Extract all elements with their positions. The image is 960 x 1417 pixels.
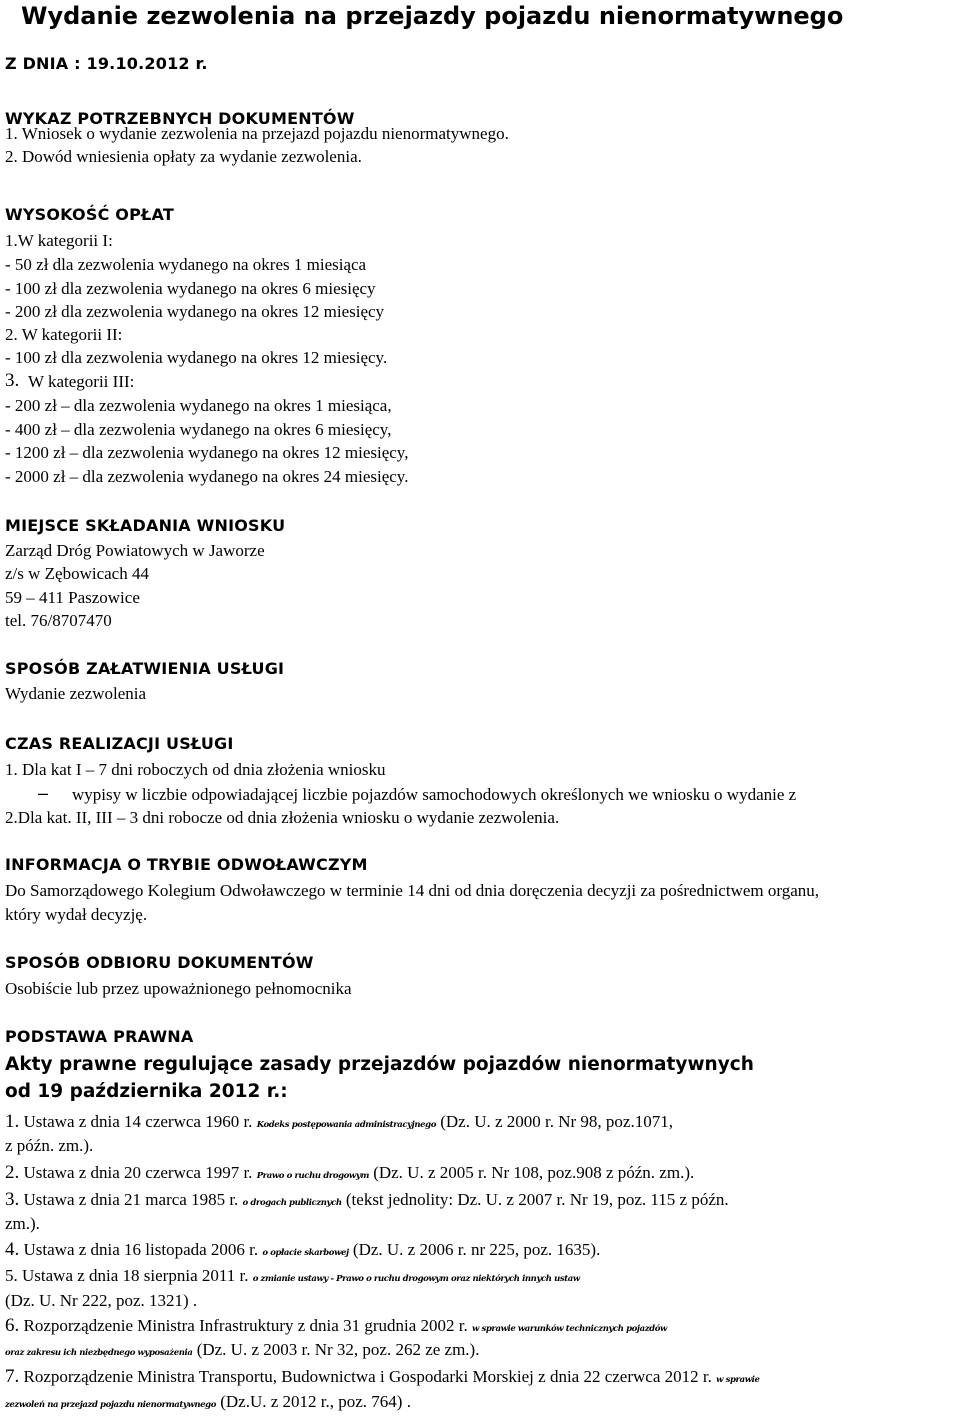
pickup-text: Osobiście lub przez upoważnionego pełnomocnika: [5, 979, 352, 998]
documents-item: 2. Dowód wniesienia opłaty za wydanie zezwolenia.: [5, 147, 362, 166]
fees-line: 2. W kategorii II:: [5, 325, 123, 344]
legal-subheading: od 19 października 2012 r.:: [5, 1081, 288, 1102]
legal-item-text: Ustawa z dnia 18 sierpnia 2011 r.: [17, 1266, 253, 1285]
legal-item: [5, 1112, 673, 1135]
legal-item-number: 4.: [5, 1239, 20, 1260]
fees-line: - 100 zł dla zezwolenia wydanego na okres 12 miesięcy.: [5, 348, 388, 367]
legal-item-number: 3.: [5, 1189, 20, 1210]
legal-item: [5, 1240, 600, 1263]
method-text: Wydanie zezwolenia: [5, 684, 147, 703]
fees-heading: WYSOKOŚĆ OPŁAT: [5, 205, 174, 224]
legal-item-text: Ustawa z dnia 21 marca 1985 r.: [19, 1190, 243, 1209]
legal-item-act-title: Kodeks postępowania administracyjnego: [256, 1120, 436, 1130]
legal-item-source: (Dz. U. z 2003 r. Nr 32, poz. 262 ze zm.).: [192, 1340, 480, 1359]
legal-heading: PODSTAWA PRAWNA: [5, 1027, 194, 1046]
fees-line: - 50 zł dla zezwolenia wydanego na okres 1 miesiąca: [5, 255, 367, 274]
fees-line: - 200 zł dla zezwolenia wydanego na okres 12 miesięcy: [5, 302, 385, 321]
place-line: z/s w Zębowicach 44: [5, 564, 149, 583]
legal-item-continuation: [5, 1392, 411, 1415]
legal-item-continuation: z późn. zm.).: [5, 1136, 94, 1155]
fees-line: 1.W kategorii I:: [5, 231, 113, 250]
place-line: tel. 76/8707470: [5, 611, 112, 630]
legal-item-source: (Dz. U. z 2000 r. Nr 98, poz.1071,: [435, 1112, 673, 1131]
legal-item-act-title: o zmianie ustawy - Prawo o ruchu drogowym oraz niektórych innych ustaw: [252, 1274, 580, 1284]
legal-item-source: (Dz. U. z 2005 r. Nr 108, poz.908 z późn. zm.).: [368, 1163, 695, 1182]
fees-line: - 100 zł dla zezwolenia wydanego na okres 6 miesięcy: [5, 279, 376, 298]
legal-item: [5, 1367, 759, 1390]
legal-item-number: 6.: [5, 1315, 20, 1336]
fees-line: - 400 zł – dla zezwolenia wydanego na okres 6 miesięcy,: [5, 420, 392, 439]
legal-item-text: Ustawa z dnia 20 czerwca 1997 r.: [19, 1163, 257, 1182]
dash-bullet-icon: –: [38, 783, 49, 803]
legal-item: [5, 1266, 580, 1289]
legal-item-continuation: zm.).: [5, 1214, 40, 1233]
fees-line: W kategorii III:: [28, 372, 135, 391]
legal-item-act-title: zezwoleń na przejazd pojazdu nienormatywnego: [5, 1400, 216, 1410]
documents-heading: WYKAZ POTRZEBNYCH DOKUMENTÓW: [5, 109, 355, 128]
legal-item-act-title: w sprawie: [716, 1375, 760, 1385]
date-line: Z DNIA : 19.10.2012 r.: [5, 54, 208, 73]
appeal-line: Do Samorządowego Kolegium Odwoławczego w terminie 14 dni od dnia doręczenia decyzji za pośrednictwem organu,: [5, 881, 820, 900]
legal-item-act-title: oraz zakresu ich niezbędnego wyposażenia: [5, 1348, 193, 1358]
legal-item-text: Rozporządzenie Ministra Infrastruktury z dnia 31 grudnia 2002 r.: [19, 1316, 472, 1335]
legal-item-number: 7.: [5, 1366, 20, 1387]
legal-item-act-title: Prawo o ruchu drogowym: [256, 1171, 369, 1181]
fees-line: - 2000 zł – dla zezwolenia wydanego na okres 24 miesięcy.: [5, 467, 409, 486]
legal-item: [5, 1190, 729, 1213]
time-bullet-text: wypisy w liczbie odpowiadającej liczbie pojazdów samochodowych określonych we wniosku o wydanie z: [72, 785, 797, 804]
legal-item-text: Rozporządzenie Ministra Transportu, Budownictwa i Gospodarki Morskiej z dnia 22 czerwca 2012 r.: [19, 1367, 717, 1386]
pickup-heading: SPOSÓB ODBIORU DOKUMENTÓW: [5, 953, 314, 972]
legal-item-continuation: (Dz. U. Nr 222, poz. 1321) .: [5, 1291, 198, 1310]
time-line: 1. Dla kat I – 7 dni roboczych od dnia złożenia wniosku: [5, 760, 386, 779]
legal-item-act-title: w sprawie warunków technicznych pojazdów: [471, 1324, 667, 1334]
document-title: Wydanie zezwolenia na przejazdy pojazdu nienormatywnego: [21, 2, 844, 30]
place-heading: MIEJSCE SKŁADANIA WNIOSKU: [5, 516, 286, 535]
legal-item-source: (Dz. U. z 2006 r. nr 225, poz. 1635).: [348, 1240, 601, 1259]
legal-item-number: 1.: [5, 1111, 20, 1132]
appeal-heading: INFORMACJA O TRYBIE ODWOŁAWCZYM: [5, 855, 368, 874]
legal-item-continuation: [5, 1340, 479, 1363]
time-heading: CZAS REALIZACJI USŁUGI: [5, 734, 234, 753]
legal-item: [5, 1163, 694, 1186]
fees-line: - 200 zł – dla zezwolenia wydanego na okres 1 miesiąca,: [5, 396, 392, 415]
fees-line-number: 3.: [5, 370, 20, 391]
legal-item-source: (Dz.U. z 2012 r., poz. 764) .: [215, 1392, 411, 1411]
method-heading: SPOSÓB ZAŁATWIENIA USŁUGI: [5, 659, 285, 678]
documents-item: 1. Wniosek o wydanie zezwolenia na przejazd pojazdu nienormatywnego.: [5, 124, 509, 143]
legal-item-text: Ustawa z dnia 16 listopada 2006 r.: [19, 1240, 263, 1259]
legal-item-act-title: o opłacie skarbowej: [262, 1248, 349, 1258]
legal-item-number: 5.: [5, 1266, 18, 1285]
place-line: 59 – 411 Paszowice: [5, 588, 140, 607]
appeal-line: który wydał decyzję.: [5, 905, 148, 924]
legal-item-text: Ustawa z dnia 14 czerwca 1960 r.: [19, 1112, 257, 1131]
legal-item-number: 2.: [5, 1162, 20, 1183]
legal-item: [5, 1316, 667, 1339]
legal-subheading: Akty prawne regulujące zasady przejazdów pojazdów nienormatywnych: [5, 1054, 754, 1075]
legal-item-act-title: o drogach publicznych: [242, 1198, 342, 1208]
legal-item-source: (tekst jednolity: Dz. U. z 2007 r. Nr 19, poz. 115 z późn.: [341, 1190, 729, 1209]
place-line: Zarząd Dróg Powiatowych w Jaworze: [5, 541, 265, 560]
time-line: 2.Dla kat. II, III – 3 dni robocze od dnia złożenia wniosku o wydanie zezwolenia.: [5, 808, 560, 827]
fees-line: - 1200 zł – dla zezwolenia wydanego na okres 12 miesięcy,: [5, 443, 409, 462]
